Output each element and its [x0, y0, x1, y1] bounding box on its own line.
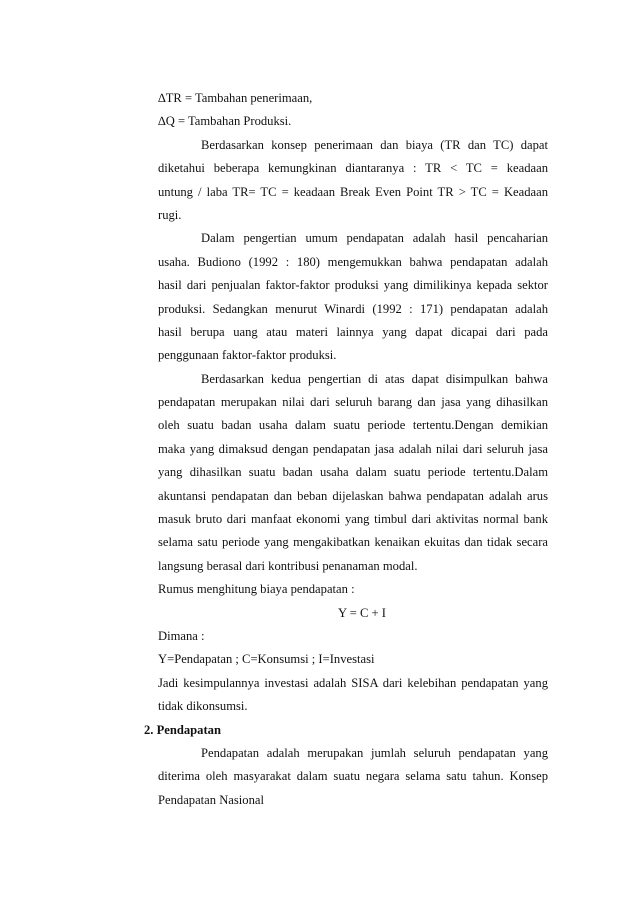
text-line: diterima oleh masyarakat dalam suatu negara selama satu tahun. Konsep [158, 769, 548, 784]
text-line: maka yang dimaksud dengan pendapatan jasa adalah nilai dari seluruh jasa [158, 441, 548, 456]
text-line: langsung berasal dari kontribusi penanaman modal. [158, 558, 418, 573]
text-line: akuntansi pendapatan dan beban dijelaskan bahwa pendapatan adalah arus [158, 488, 548, 503]
text-line: diketahui beberapa kemungkinan diantaranya : TR < TC = keadaan [158, 161, 548, 176]
text-line: yang dihasilkan suatu badan usaha dalam suatu periode tertentu.Dalam [158, 465, 548, 480]
text-line: usaha. Budiono (1992 : 180) mengemukkan bahwa pendapatan adalah [158, 254, 548, 269]
document-body [144, 87, 548, 812]
text-line: untung / laba TR= TC = keadaan Break Even Point TR > TC = Keadaan [158, 184, 548, 199]
paragraph-first-line: Berdasarkan kedua pengertian di atas dapat disimpulkan bahwa [201, 371, 548, 386]
paragraph-first-line: Dalam pengertian umum pendapatan adalah hasil pencaharian [201, 231, 548, 246]
text-line: Pendapatan Nasional [158, 792, 264, 807]
section-heading: 2. Pendapatan [144, 722, 221, 737]
text-line: pendapatan merupakan nilai dari seluruh barang dan jasa yang dihasilkan [158, 395, 548, 410]
text-line: penggunaan faktor-faktor produksi. [158, 348, 337, 363]
text-line: tidak dikonsumsi. [158, 699, 248, 714]
text-line: Y=Pendapatan ; C=Konsumsi ; I=Investasi [158, 652, 375, 667]
paragraph-first-line: Pendapatan adalah merupakan jumlah seluruh pendapatan yang [201, 745, 548, 760]
text-line: rugi. [158, 207, 182, 222]
text-line: oleh suatu badan usaha dalam suatu periode tertentu.Dengan demikian [158, 418, 548, 433]
text-line: Dimana : [158, 628, 205, 643]
formula: Y = C + I [337, 605, 387, 620]
text-line: selama satu periode yang mengakibatkan kenaikan ekuitas dan tidak secara [158, 535, 548, 550]
text-line: ∆Q = Tambahan Produksi. [158, 114, 292, 129]
text-line: produksi. Sedangkan menurut Winardi (1992 : 171) pendapatan adalah [158, 301, 548, 316]
text-line: hasil dari penjualan faktor-faktor produksi yang dimilikinya kepada sektor [158, 278, 548, 293]
text-line: Jadi kesimpulannya investasi adalah SISA dari kelebihan pendapatan yang [158, 675, 548, 690]
text-line: masuk bruto dari manfaat ekonomi yang timbul dari aktivitas normal bank [158, 512, 548, 527]
text-line: Rumus menghitung biaya pendapatan : [158, 582, 355, 597]
text-line: ∆TR = Tambahan penerimaan, [158, 91, 313, 105]
text-line: hasil berupa uang atau materi lainnya yang dapat dicapai dari pada [158, 324, 548, 339]
paragraph-first-line: Berdasarkan konsep penerimaan dan biaya (TR dan TC) dapat [201, 137, 548, 152]
